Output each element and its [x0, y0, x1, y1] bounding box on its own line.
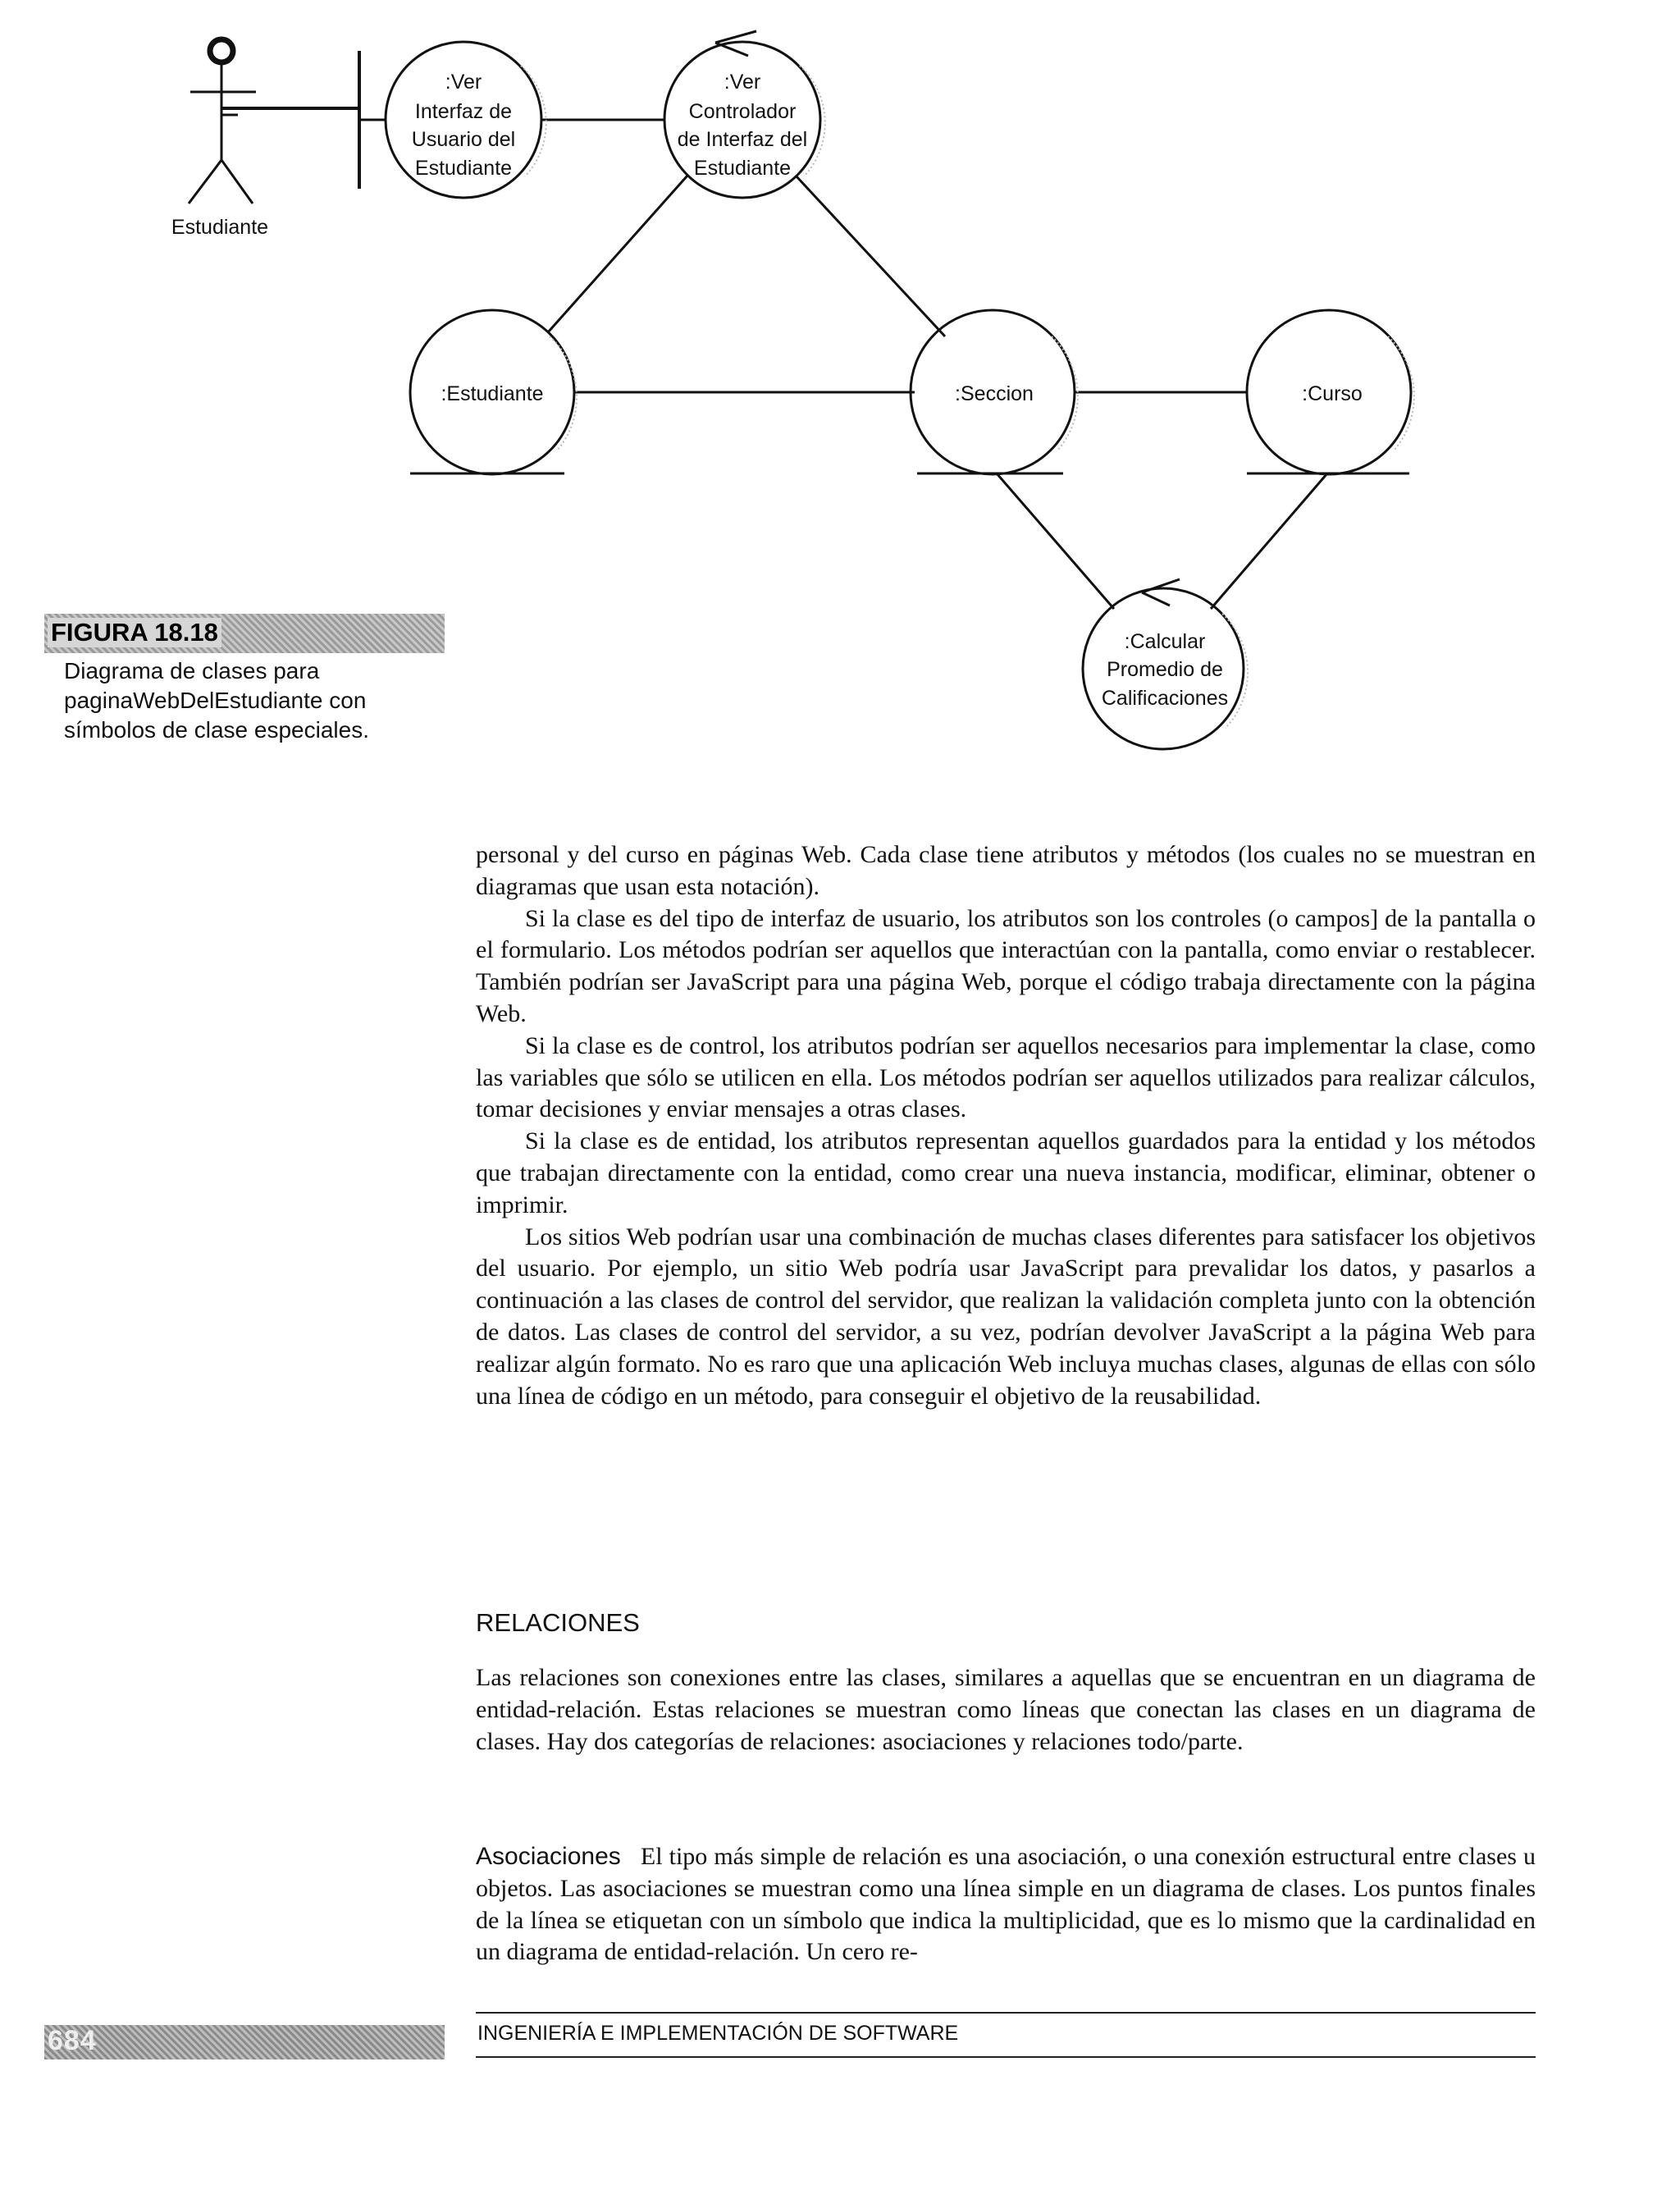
node-control-label-4: Estudiante	[693, 157, 792, 180]
node-ui-label-3: Usuario del	[411, 128, 516, 151]
paragraph: personal y del curso en páginas Web. Cada clase tiene atributos y métodos (los cuales no se muestran en diagramas que usan esta notación).	[476, 841, 1536, 900]
node-control-label-2: Controlador	[688, 100, 797, 123]
associations-text: El tipo más simple de relación es una asociación, o una conexión estructural entre clases u objetos. Las asociaciones se muestran como una línea simple en un diagrama de clases. Los puntos finales de la línea se etiquetan con un símbolo que indica la multiplicidad, que es lo mismo que la cardinalidad en un diagrama de entidad-relación. Un cero re-	[476, 1843, 1536, 1966]
node-control-label-1: :Ver	[724, 71, 761, 94]
page-number: 684	[48, 2025, 97, 2056]
promedio-arrow	[1142, 579, 1180, 606]
node-estudiante-label: :Estudiante	[441, 382, 544, 405]
actor-leg-right	[221, 160, 253, 203]
footer-bar	[44, 2025, 445, 2059]
figure-title: FIGURA 18.18	[48, 618, 221, 647]
paragraph: Si la clase es de control, los atributos podrían ser aquellos necesarios para implementar la clase, como las variables que sólo se utilicen en ella. Los métodos podrían ser aquellos utilizados para realizar cálculos, tomar decisiones y enviar mensajes a otras clases.	[476, 1031, 1536, 1123]
figure-caption: Diagrama de clases para paginaWebDelEstudiante con símbolos de clase especiales.	[64, 658, 369, 743]
footer-rule-top	[476, 2012, 1536, 2014]
actor-head	[210, 39, 233, 62]
node-promedio-label-3: Calificaciones	[1101, 687, 1229, 710]
paragraph: Si la clase es de entidad, los atributos representan aquellos guardados para la entidad y los métodos que trabajan directamente con la entidad, como crear una nueva instancia, modificar, eliminar, obtener o imprimir.	[476, 1127, 1536, 1218]
paragraph: Los sitios Web podrían usar una combinación de muchas clases diferentes para satisfacer los objetivos del usuario. Por ejemplo, un sitio Web podría usar JavaScript para prevalidar los datos, y pasarlos a continuación a las clases de control del servidor, que realizan la validación completa junto con la obtención de datos. Las clases de control del servidor, a su vez, podrían devolver JavaScript a la página Web para realizar algún formato. No es raro que una aplicación Web incluya muchas clases, algunas de ellas con sólo una línea de código en un método, para conseguir el objetivo de la reusabilidad.	[476, 1223, 1536, 1410]
footer-rule-bottom	[476, 2056, 1536, 2058]
node-ui-label-2: Interfaz de	[414, 100, 513, 123]
node-curso-label: :Curso	[1302, 382, 1363, 405]
paragraph: Si la clase es del tipo de interfaz de usuario, los atributos son los controles (o campos] de la pantalla o el formulario. Los métodos podrían ser aquellos que interactúan con la pantalla, como enviar o restablecer. También podrían ser JavaScript para una página Web, porque el código trabaja directamente con la página Web.	[476, 904, 1536, 1027]
actor-label: Estudiante	[171, 216, 269, 239]
node-ui-label-1: :Ver	[445, 71, 482, 94]
associations-paragraph	[476, 1841, 1536, 1968]
section-text: Las relaciones son conexiones entre las clases, similares a aquellas que se encuentran en un diagrama de entidad-relación. Estas relaciones se muestran como líneas que conectan las clases en un diagrama de clases. Hay dos categorías de relaciones: asociaciones y relaciones todo/parte.	[476, 1664, 1536, 1755]
actor-leg-left	[189, 160, 221, 203]
edge-seccion-promedio	[997, 473, 1114, 609]
body-text	[476, 839, 1536, 1412]
node-control-label-3: de Interfaz del	[677, 128, 808, 151]
node-promedio-label-1: :Calcular	[1124, 630, 1206, 653]
section-heading: RELACIONES	[476, 1608, 640, 1637]
node-seccion-label: :Seccion	[955, 382, 1034, 405]
associations-heading: Asociaciones	[476, 1843, 621, 1870]
edge-control-estudiante	[548, 176, 687, 332]
book-title: INGENIERÍA E IMPLEMENTACIÓN DE SOFTWARE	[477, 2022, 959, 2045]
edge-curso-promedio	[1211, 473, 1327, 609]
node-ui-label-4: Estudiante	[414, 157, 513, 180]
edge-control-seccion	[796, 176, 945, 336]
node-promedio-label-2: Promedio de	[1107, 658, 1223, 681]
